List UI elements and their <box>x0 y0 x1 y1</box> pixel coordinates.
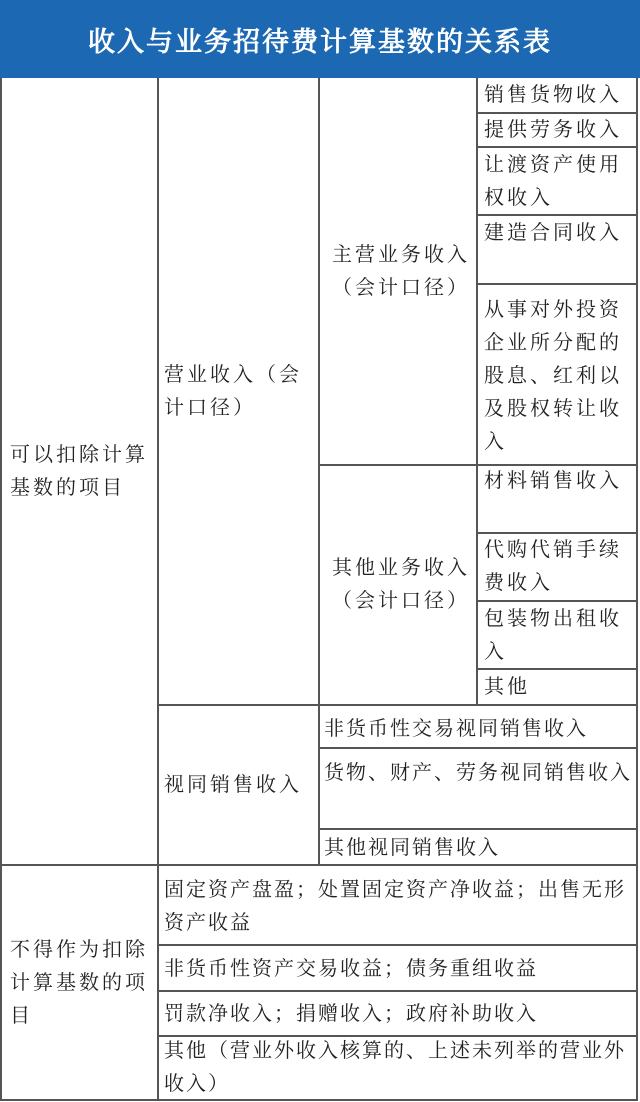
grid-line <box>476 532 638 534</box>
non-deductible-label: 不得作为扣除计算基数的项目 <box>10 937 148 1027</box>
deductible-label: 可以扣除计算基数的项目 <box>10 442 148 499</box>
grid-line <box>318 828 638 830</box>
grid-line <box>157 78 159 1101</box>
list-item: 建造合同收入 <box>484 220 622 244</box>
grid-line <box>0 78 2 1101</box>
grid-line <box>476 78 478 704</box>
list-item: 固定资产盘盈；处置固定资产净收益；出售无形资产收益 <box>164 877 626 934</box>
grid-line <box>476 112 638 114</box>
grid-line <box>476 600 638 602</box>
grid-line <box>636 78 638 1101</box>
list-item: 包装物出租收入 <box>484 606 622 663</box>
list-item: 其他 <box>484 674 530 698</box>
list-item: 其他视同销售收入 <box>324 835 500 859</box>
list-item: 非货币性资产交易收益；债务重组收益 <box>164 956 538 980</box>
grid-line <box>157 704 638 706</box>
deemed-sales-label: 视同销售收入 <box>164 771 302 796</box>
list-item: 罚款净收入；捐赠收入；政府补助收入 <box>164 1001 538 1025</box>
grid-line <box>476 668 638 670</box>
list-item: 货物、财产、劳务视同销售收入 <box>324 760 632 784</box>
grid-line <box>157 1035 638 1037</box>
other-business-income-label: 其他业务收入（会计口径） <box>332 555 470 612</box>
table-title: 收入与业务招待费计算基数的关系表 <box>0 0 640 78</box>
grid-line <box>157 944 638 946</box>
grid-line <box>318 747 638 749</box>
list-item: 其他（营业外收入核算的、上述未列举的营业外收入） <box>164 1038 626 1095</box>
list-item: 让渡资产使用权收入 <box>484 152 622 209</box>
grid-line <box>157 990 638 992</box>
grid-line <box>318 464 638 466</box>
grid-line <box>476 283 638 285</box>
operating-income-label: 营业收入（会计口径） <box>164 362 302 419</box>
grid-line <box>0 864 638 866</box>
list-item: 代购代销手续费收入 <box>484 537 622 594</box>
grid-line <box>476 214 638 216</box>
grid-line <box>476 146 638 148</box>
list-item: 从事对外投资企业所分配的股息、红利以及股权转让收入 <box>484 297 622 453</box>
main-business-income-label: 主营业务收入（会计口径） <box>332 242 470 299</box>
list-item: 材料销售收入 <box>484 468 622 492</box>
list-item: 提供劳务收入 <box>484 117 622 141</box>
list-item: 非货币性交易视同销售收入 <box>324 716 588 740</box>
income-relationship-table <box>0 78 640 1101</box>
list-item: 销售货物收入 <box>484 82 622 106</box>
